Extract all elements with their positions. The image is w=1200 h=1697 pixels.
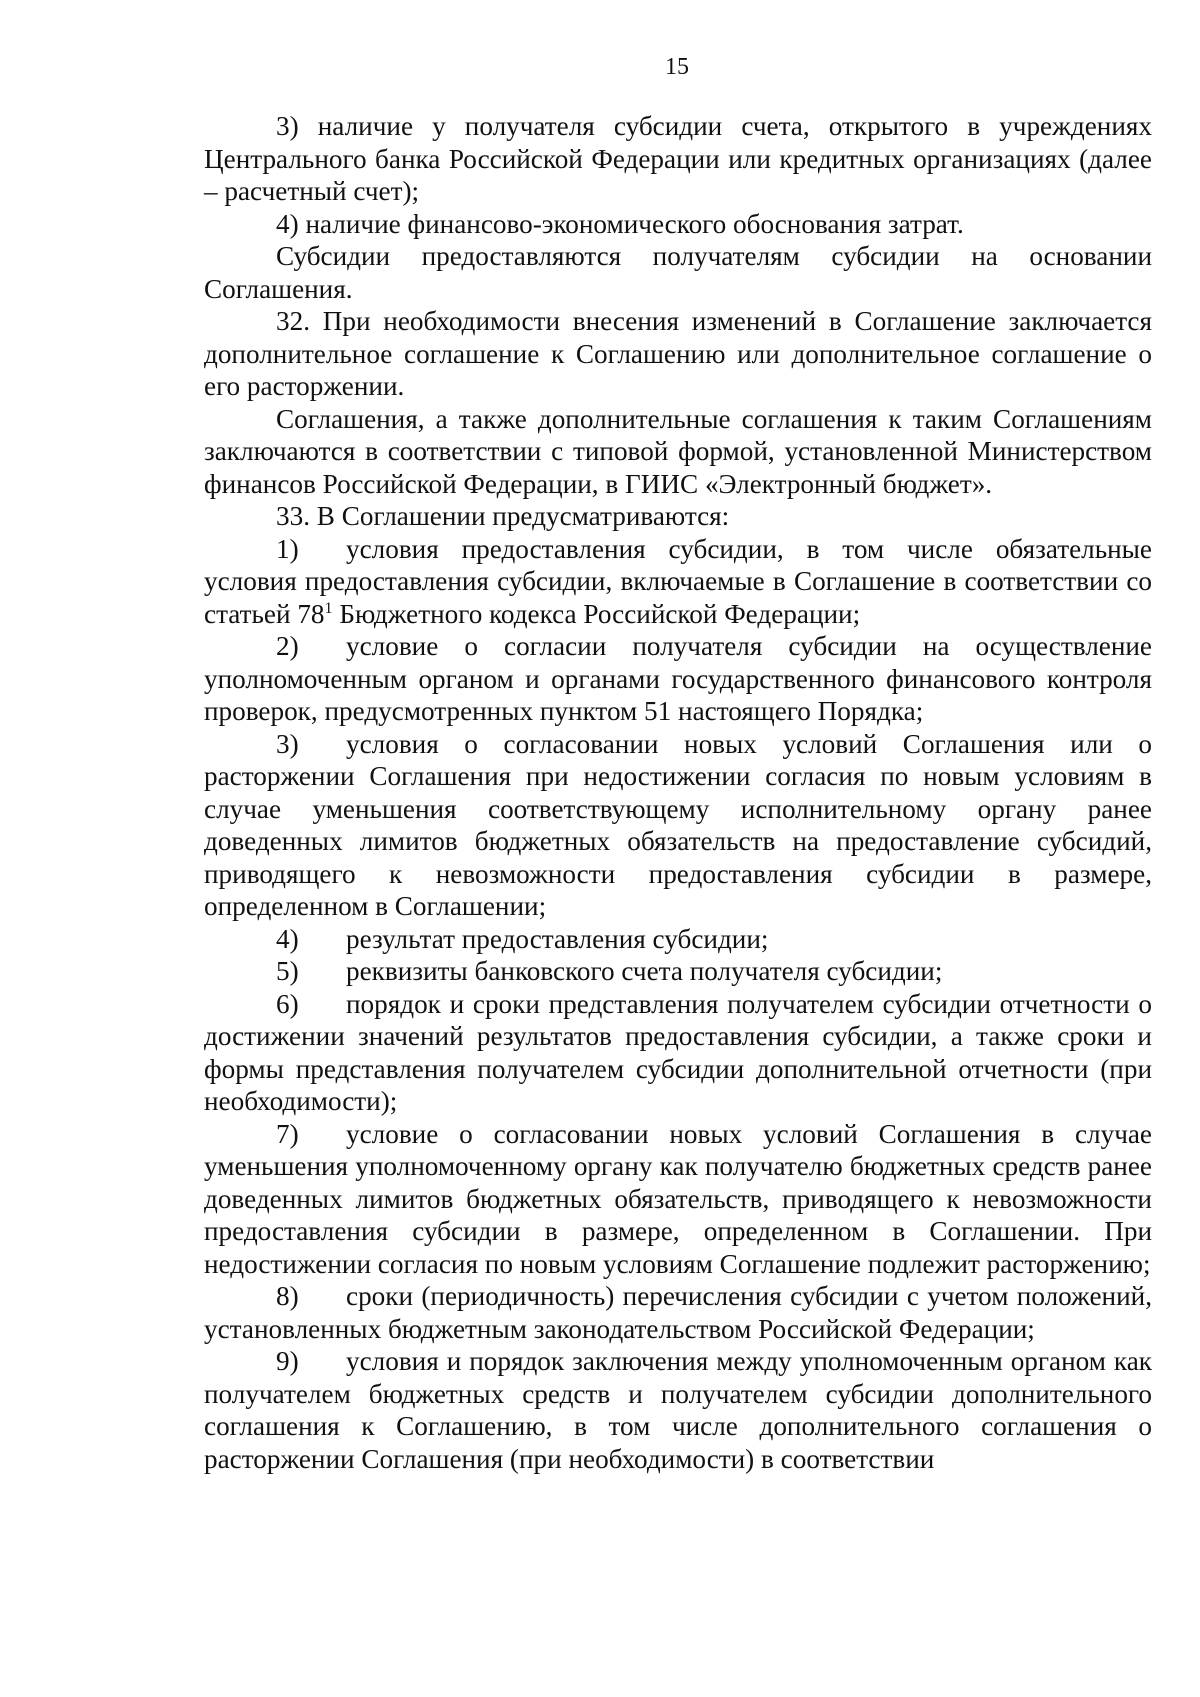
- list-item-text-end: Бюджетного кодекса Российской Федерации;: [332, 598, 861, 629]
- list-item-text: условие о согласии получателя субсидии на осуществление уполномоченным органом и органами государственного финансового контроля проверок, предусмотренных пунктом 51 настоящего Порядка;: [204, 631, 1152, 726]
- list-item-number: 2): [276, 631, 299, 661]
- list-item-text: реквизиты банковского счета получателя субсидии;: [346, 956, 943, 986]
- list-item-number: 3): [276, 728, 299, 759]
- list-item-number: 5): [276, 956, 299, 986]
- document-body: [204, 110, 1152, 1475]
- list-item-number: 9): [276, 1346, 299, 1376]
- list-item: [204, 955, 1152, 988]
- superscript: 1: [324, 599, 333, 617]
- list-item: [204, 728, 1152, 923]
- paragraph-subsidy-basis: Субсидии предоставляются получателям субсидии на основании Соглашения.: [204, 241, 1152, 304]
- paragraph-agreement-form: Соглашения, а также дополнительные соглашения к таким Соглашениям заключаются в соответствии с типовой формой, установленной Министерством финансов Российской Федерации, в ГИИС «Электронный бюджет».: [204, 403, 1152, 499]
- list-item-text: условия предоставления субсидии, в том числе обязательные условия предоставления субсидии, включаемые в Соглашение в соответствии со статьей 78: [204, 533, 1152, 629]
- list-item: [204, 533, 1152, 631]
- list-item-number: 7): [276, 1118, 299, 1149]
- list-item-number: 8): [276, 1281, 299, 1311]
- list-item-number: 4): [276, 923, 299, 954]
- list-item: [204, 1280, 1152, 1345]
- list-item-number: 6): [276, 988, 299, 1019]
- list-item-number: 1): [276, 533, 299, 564]
- paragraph-item-3-account: 3) наличие у получателя субсидии счета, открытого в учреждениях Центрального банка Российской Федерации или кредитных организациях (далее – расчетный счет);: [204, 111, 1152, 206]
- list-item: [204, 1345, 1152, 1475]
- list-item: [204, 923, 1152, 956]
- list-item-text: условия о согласовании новых условий Соглашения или о расторжении Соглашения при недостижении согласия по новым условиям в случае уменьшения соответствующему исполнительному органу ранее доведенных лимитов бюджетных обязательств на предоставление субсидий, приводящего к невозможности предоставления субсидии в размере, определенном в Соглашении;: [204, 728, 1152, 921]
- list-item-text: условия и порядок заключения между уполномоченным органом как получателем бюджетных средств и получателем субсидии дополнительного соглашения к Соглашению, в том числе дополнительного соглашения о расторжении Соглашения (при необходимости) в соответствии: [204, 1346, 1152, 1474]
- list-item-text: условие о согласовании новых условий Соглашения в случае уменьшения уполномоченному органу как получателю бюджетных средств ранее доведенных лимитов бюджетных обязательств, приводящего к невозможности предоставления субсидии в размере, определенном в Соглашении. При недостижении согласия по новым условиям Соглашение подлежит расторжению;: [204, 1118, 1152, 1279]
- list-item: [204, 988, 1152, 1118]
- list-item: [204, 1118, 1152, 1281]
- list-item-text: порядок и сроки представления получателем субсидии отчетности о достижении значений результатов предоставления субсидии, а также сроки и формы представления получателем субсидии дополнительной отчетности (при необходимости);: [204, 988, 1152, 1116]
- paragraph-item-4-justification: 4) наличие финансово-экономического обоснования затрат.: [276, 208, 964, 239]
- page-number: 15: [665, 54, 689, 80]
- paragraph-clause-33: 33. В Соглашении предусматриваются:: [276, 501, 730, 531]
- list-item-text: сроки (периодичность) перечисления субсидии с учетом положений, установленных бюджетным законодательством Российской Федерации;: [204, 1281, 1152, 1344]
- list-item-text: результат предоставления субсидии;: [346, 923, 769, 954]
- list-item: [204, 630, 1152, 728]
- paragraph-clause-32: 32. При необходимости внесения изменений в Соглашение заключается дополнительное соглашение к Соглашению или дополнительное соглашение о его расторжении.: [204, 306, 1152, 401]
